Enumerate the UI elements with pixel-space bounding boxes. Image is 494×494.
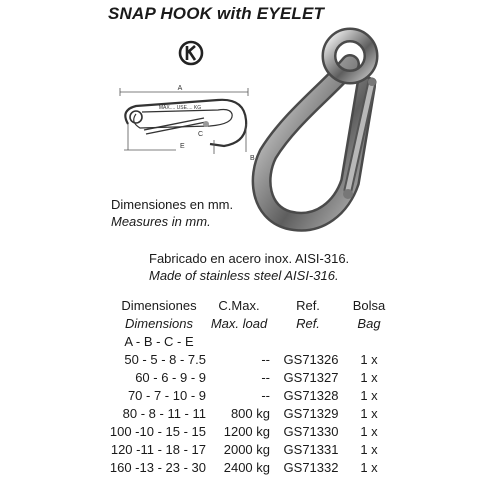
diagram-label-a: A [177, 85, 183, 92]
header-dimension-keys: A - B - C - E [124, 334, 194, 349]
row-bag: 1 x [360, 424, 378, 439]
row-bag: 1 x [360, 406, 378, 421]
header-bag-en: Bag [357, 316, 381, 331]
header-max-load-en: Max. load [210, 316, 268, 331]
row-max-load: 2400 kg [223, 460, 270, 475]
table-row [0, 442, 494, 460]
material-note-en: Made of stainless steel AISI-316. [149, 268, 339, 283]
k-brand-logo-icon [178, 40, 204, 66]
row-dimensions: 120 -11 - 18 - 17 [110, 442, 206, 457]
row-max-load: 1200 kg [223, 424, 270, 439]
row-max-load: -- [261, 388, 270, 403]
page-title: SNAP HOOK with EYELET [108, 4, 325, 23]
snap-hook-dimension-diagram [106, 84, 256, 164]
header-max-load-es: C.Max. [218, 298, 260, 313]
dimensions-note-es: Dimensiones en mm. [111, 197, 234, 212]
diagram-engraving: MAX.... USE.... KG [158, 105, 202, 111]
row-ref: GS71328 [283, 388, 339, 403]
header-dimensions-es: Dimensiones [121, 298, 197, 313]
table-row [0, 388, 494, 406]
product-table [0, 352, 494, 478]
row-ref: GS71329 [283, 406, 339, 421]
row-dimensions: 100 -10 - 15 - 15 [109, 424, 206, 439]
row-max-load: -- [261, 352, 270, 367]
material-note-es: Fabricado en acero inox. AISI-316. [149, 251, 350, 266]
header-ref-es: Ref. [296, 298, 320, 313]
row-bag: 1 x [360, 370, 378, 385]
row-dimensions: 160 -13 - 23 - 30 [109, 460, 206, 475]
snap-hook-photo [238, 22, 388, 240]
row-ref: GS71332 [283, 460, 339, 475]
header-ref-en: Ref. [296, 316, 320, 331]
row-max-load: 800 kg [230, 406, 270, 421]
diagram-label-e: E [180, 143, 185, 150]
diagram-label-b: B [250, 155, 255, 162]
row-ref: GS71330 [283, 424, 339, 439]
row-dimensions: 80 - 8 - 11 - 11 [122, 406, 206, 421]
table-row [0, 424, 494, 442]
row-dimensions: 70 - 7 - 10 - 9 [127, 388, 206, 403]
row-max-load: 2000 kg [223, 442, 270, 457]
table-row [0, 460, 494, 478]
row-ref: GS71326 [283, 352, 339, 367]
header-dimensions-en: Dimensions [125, 316, 193, 331]
row-bag: 1 x [360, 460, 378, 475]
row-dimensions: 60 - 6 - 9 - 9 [135, 370, 206, 385]
row-ref: GS71331 [283, 442, 339, 457]
row-max-load: -- [261, 370, 270, 385]
row-ref: GS71327 [283, 370, 339, 385]
dimensions-note-en: Measures in mm. [111, 214, 211, 229]
table-row [0, 352, 494, 370]
header-bag-es: Bolsa [352, 298, 386, 313]
row-bag: 1 x [360, 388, 378, 403]
row-dimensions: 50 - 5 - 8 - 7.5 [124, 352, 206, 367]
row-bag: 1 x [360, 442, 378, 457]
row-bag: 1 x [360, 352, 378, 367]
table-row [0, 370, 494, 388]
diagram-label-c: C [198, 131, 204, 138]
table-row [0, 406, 494, 424]
